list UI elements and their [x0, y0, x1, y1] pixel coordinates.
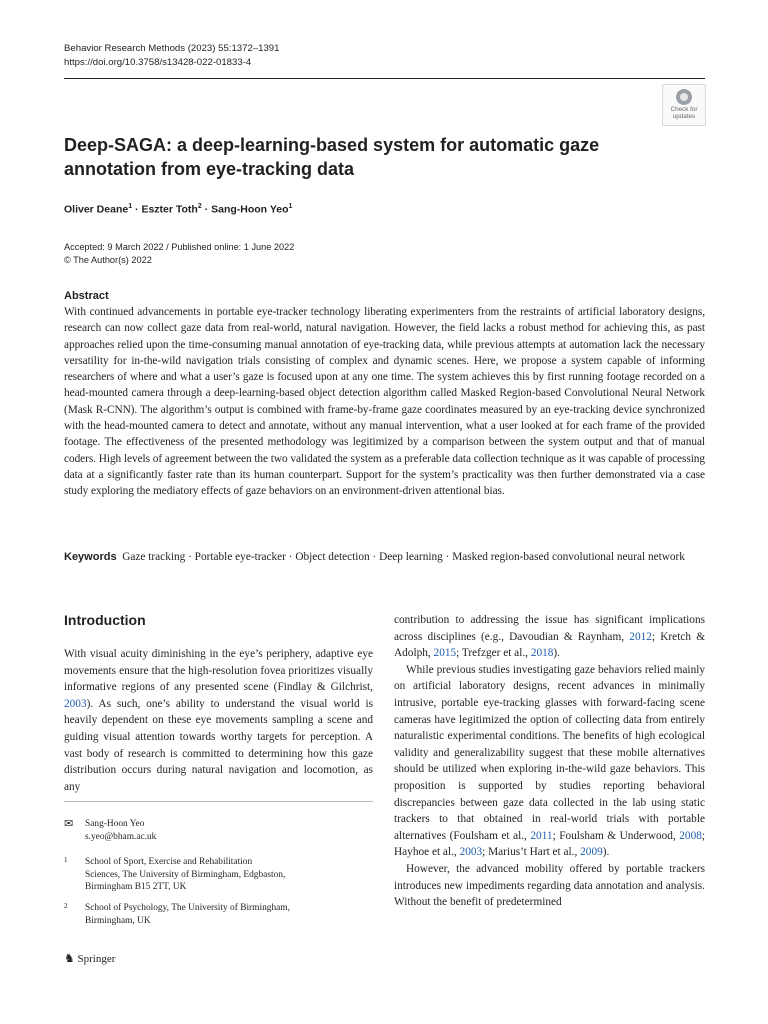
- citation-link[interactable]: 2015: [433, 647, 457, 660]
- springer-horse-icon: ♞: [64, 951, 75, 965]
- publication-dates: [64, 241, 294, 267]
- abstract-text: With continued advancements in portable eye-tracker technology liberating experimenters from the restraints of artificial laboratory designs, research can now collect gaze data from real-world, natural navigation. However, the field lacks a robust method for achieving this, as past approaches relied upon the time-consuming manual annotation of eye-tracking data, while previous attempts at automation lack the necessary versatility for in-the-wild navigation trials consisting of complex and dynamic scenes. Here, we propose a system capable of informing researchers of where and what a user’s gaze is focused upon at any one time. The system achieves this by first running footage recorded on a head-mounted camera through a deep-learning-based object detection algorithm called Masked Region-based Convolutional Neural Network (Mask R-CNN). The algorithm’s output is combined with frame-by-frame gaze coordinates measured by an eye-tracking device synchronized with the head-mounted camera to detect and annotate, without any manual intervention, what a user looked at for each frame of the provided footage. The effectiveness of the presented methodology was legitimized by a comparison between the system output and that of manual coders. High levels of agreement between the two validated the system as a preferable data collection technique as it was capable of processing data at a significantly faster rate than its human counterpart. Support for the system’s practicality was then further demonstrated via a case study exploring the mediatory effects of gaze behaviors on an environment-driven attentional bias.: [64, 306, 705, 498]
- right-column: [394, 612, 705, 911]
- author-affiliation: 1: [288, 203, 293, 210]
- affiliation-number: 1: [64, 856, 68, 864]
- paragraph: With visual acuity diminishing in the eye’s periphery, adaptive eye movements ensure that the high-resolution fovea prioritizes visually informative regions of any presented scene (Findlay & Gilchrist, 2003). As such, one’s ability to understand the visual world is heavily dependent on these eye movements sampling a scene and guiding visual attention towards worthy targets for perception. A vast body of research is committed to determining how this gaze distribution occurs during natural navigation and locomotion, as any: [64, 648, 373, 793]
- paragraph: contribution to addressing the issue has significant implications across disciplines (e.g., Davoudian & Raynham, 2012; Kretch & Adolph, 2015; Trefzger et al., 2018).: [394, 614, 706, 660]
- paragraph: While previous studies investigating gaze behaviors relied mainly on artificial laboratory designs, recent advances in minimally intrusive, portable eye-tracking glasses with forward-facing scene cameras have legitimized the option of collecting data from entirely naturalistic experimental conditions. The benefits of high ecological validity and generalizability suggest that these mobile alternatives should be utilized when exploring in-the-wild gaze behaviors. This proposition is supported by studies reporting behavioral discrepancies between gaze data collected in the lab using static trackers to that obtained in real-world trials with portable alternatives (Foulsham et al., 2011; Foulsham & Underwood, 2008; Hayhoe et al., 2003; Marius’t Hart et al., 2009).: [394, 663, 705, 859]
- affiliation-line: School of Psychology, The University of Birmingham,: [85, 903, 290, 913]
- keywords-label: Keywords: [64, 551, 117, 563]
- header-divider: [64, 78, 705, 79]
- author-affiliation: 2: [197, 203, 202, 210]
- footnote-divider: [64, 801, 373, 802]
- author-separator: ·: [132, 203, 142, 216]
- keywords-block: [64, 549, 705, 565]
- doi-link[interactable]: https://doi.org/10.3758/s13428-022-01833-4: [64, 56, 252, 68]
- check-for-updates-badge[interactable]: [662, 84, 706, 126]
- journal-citation: Behavior Research Methods (2023) 55:1372–1391: [64, 43, 280, 54]
- title-line-1: Deep-SAGA: a deep-learning-based system for automatic gaze: [64, 135, 600, 155]
- author-list: [64, 203, 292, 216]
- citation-link[interactable]: 2011: [530, 829, 553, 842]
- author-name[interactable]: Eszter Toth: [141, 203, 198, 216]
- author-name[interactable]: Sang-Hoon Yeo: [211, 203, 289, 216]
- check-line-2: updates: [672, 113, 696, 120]
- crossmark-icon: [676, 89, 692, 105]
- journal-header: [64, 42, 279, 69]
- contact-name: Sang-Hoon Yeo: [85, 819, 145, 829]
- envelope-icon: ✉: [64, 818, 74, 830]
- citation-link[interactable]: 2008: [679, 829, 702, 842]
- author-separator: ·: [201, 203, 212, 216]
- author-affiliation: 1: [128, 203, 133, 210]
- citation-link[interactable]: 2003: [64, 697, 87, 710]
- citation-link[interactable]: 2003: [459, 846, 483, 859]
- paragraph: However, the advanced mobility offered by portable trackers introduces new impediments regarding data annotation and analysis. Without the benefit of predetermined: [394, 862, 705, 909]
- affiliation-number: 2: [64, 902, 68, 910]
- keywords-text: Gaze tracking · Portable eye-tracker · Object detection · Deep learning · Masked region-based convolutional neural network: [122, 551, 685, 563]
- affiliation-line: Sciences, The University of Birmingham, Edgbaston,: [85, 869, 286, 880]
- abstract-heading: Abstract: [64, 290, 109, 302]
- paper-title: [64, 134, 664, 181]
- affiliation-line: Birmingham B15 2TT, UK: [85, 882, 187, 893]
- copyright-line: © The Author(s) 2022: [64, 254, 152, 265]
- contact-email[interactable]: s.yeo@bham.ac.uk: [85, 831, 157, 842]
- publisher-name: Springer: [77, 953, 116, 965]
- affiliation-line: Birmingham, UK: [85, 915, 151, 926]
- citation-link[interactable]: 2009: [580, 846, 603, 859]
- introduction-heading: Introduction: [64, 612, 146, 628]
- check-line-1: Check for: [670, 106, 698, 113]
- author-name[interactable]: Oliver Deane: [64, 203, 129, 216]
- citation-link[interactable]: 2012: [629, 630, 652, 643]
- citation-link[interactable]: 2018: [530, 647, 554, 660]
- publisher-footer: [64, 951, 115, 966]
- affiliation-line: School of Sport, Exercise and Rehabilitation: [85, 857, 253, 867]
- accepted-published-line: Accepted: 9 March 2022 / Published online: 1 June 2022: [64, 242, 295, 252]
- title-line-2: annotation from eye-tracking data: [64, 158, 355, 179]
- left-column: [64, 646, 373, 795]
